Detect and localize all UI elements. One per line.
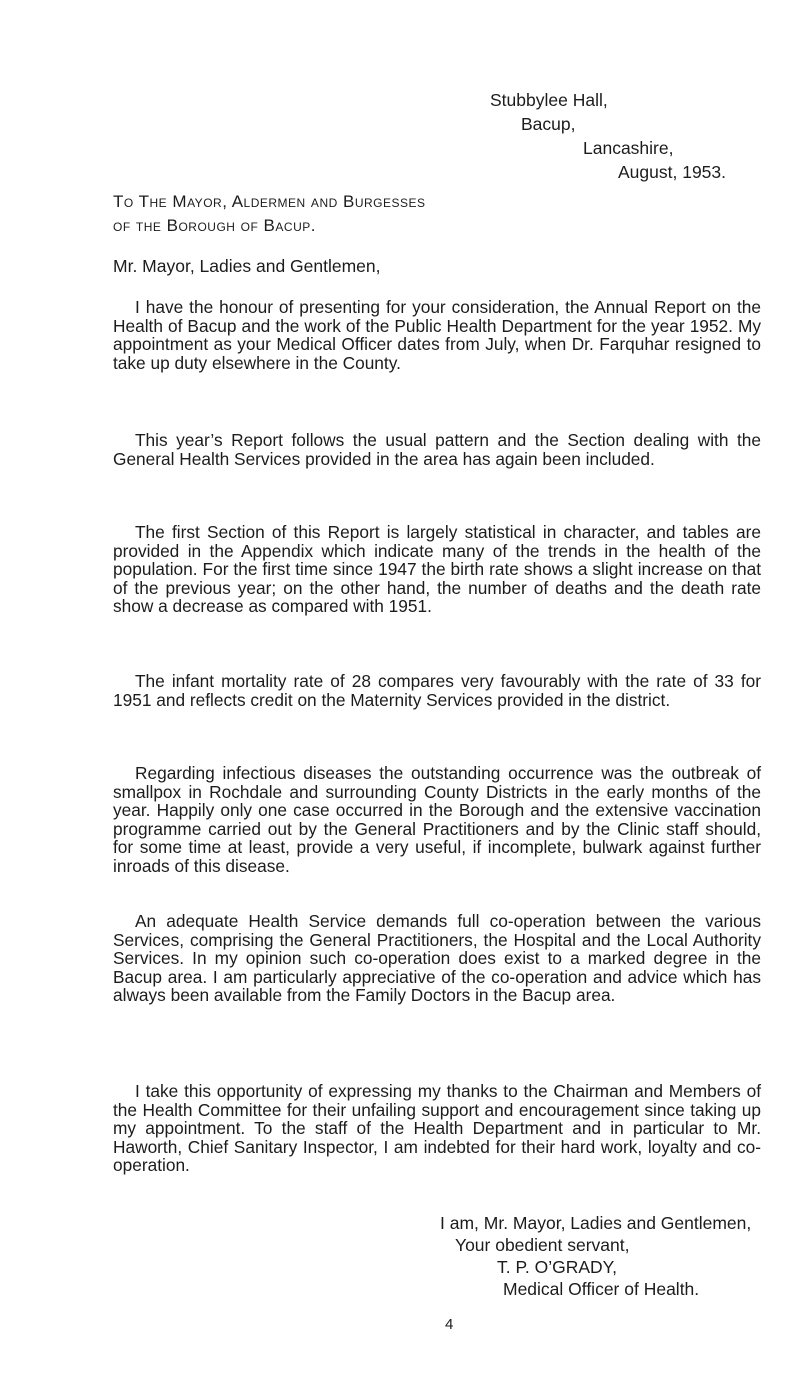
paragraph-infant-mortality: The infant mortality rate of 28 compares very favourably with the rate of 33 for 1951 and reflects credit on the Maternity Services provided in the district. [113, 671, 761, 710]
sender-address-line-2: Bacup, [521, 114, 576, 134]
salutation: Mr. Mayor, Ladies and Gentlemen, [113, 256, 381, 276]
paragraph-introduction: I have the honour of presenting for your consideration, the Annual Report on the Health of Bacup and the work of the Public Health Department for the year 1952. My appointment as your Medical Officer dates from July, when Dr. Farquhar resigned to take up duty elsewhere in the County. [113, 297, 761, 373]
signatory-title: Medical Officer of Health. [503, 1279, 700, 1299]
closing-line: I am, Mr. Mayor, Ladies and Gentlemen, [440, 1213, 752, 1233]
paragraph-report-pattern: This year’s Report follows the usual pattern and the Section dealing with the General Health Services provided in the area has again been included. [113, 430, 761, 469]
sender-address-line-3: Lancashire, [583, 138, 674, 158]
paragraph-statistics: The first Section of this Report is largely statistical in character, and tables are provided in the Appendix which indicate many of the trends in the health of the population. For the first time since 1947 the birth rate shows a slight increase on that of the previous year; on the other hand, the number of deaths and the death rate show a decrease as compared with 1951. [113, 522, 761, 617]
addressee-line-2: of the Borough of Bacup. [113, 216, 316, 235]
paragraph-infectious-diseases: Regarding infectious diseases the outstanding occurrence was the outbreak of smallpox in Rochdale and surrounding County Districts in the early months of the year. Happily only one case occurred in the Borough and the extensive vaccination programme carried out by the General Practitioners and by the Clinic staff should, for some time at least, provide a very useful, if incomplete, bulwark against further inroads of this disease. [113, 763, 761, 876]
addressee-line-1: To The Mayor, Aldermen and Burgesses [113, 192, 426, 211]
paragraph-co-operation: An adequate Health Service demands full co-operation between the various Services, comprising the General Practitioners, the Hospital and the Local Authority Services. In my opinion such co-operation does exist to a marked degree in the Bacup area. I am particularly appreciative of the co-operation and advice which has always been available from the Family Doctors in the Bacup area. [113, 911, 761, 1006]
paragraph-thanks: I take this opportunity of expressing my thanks to the Chairman and Members of the Health Committee for their unfailing support and encouragement since taking up my appointment. To the staff of the Health Department and in particular to Mr. Haworth, Chief Sanitary Inspector, I am indebted for their hard work, loyalty and co-operation. [113, 1081, 761, 1176]
sender-address-line-1: Stubbylee Hall, [490, 90, 608, 110]
closing-servant: Your obedient servant, [455, 1235, 630, 1255]
page-number: 4 [445, 1316, 454, 1333]
letter-date: August, 1953. [618, 162, 726, 182]
signatory-name: T. P. O’GRADY, [497, 1257, 617, 1277]
